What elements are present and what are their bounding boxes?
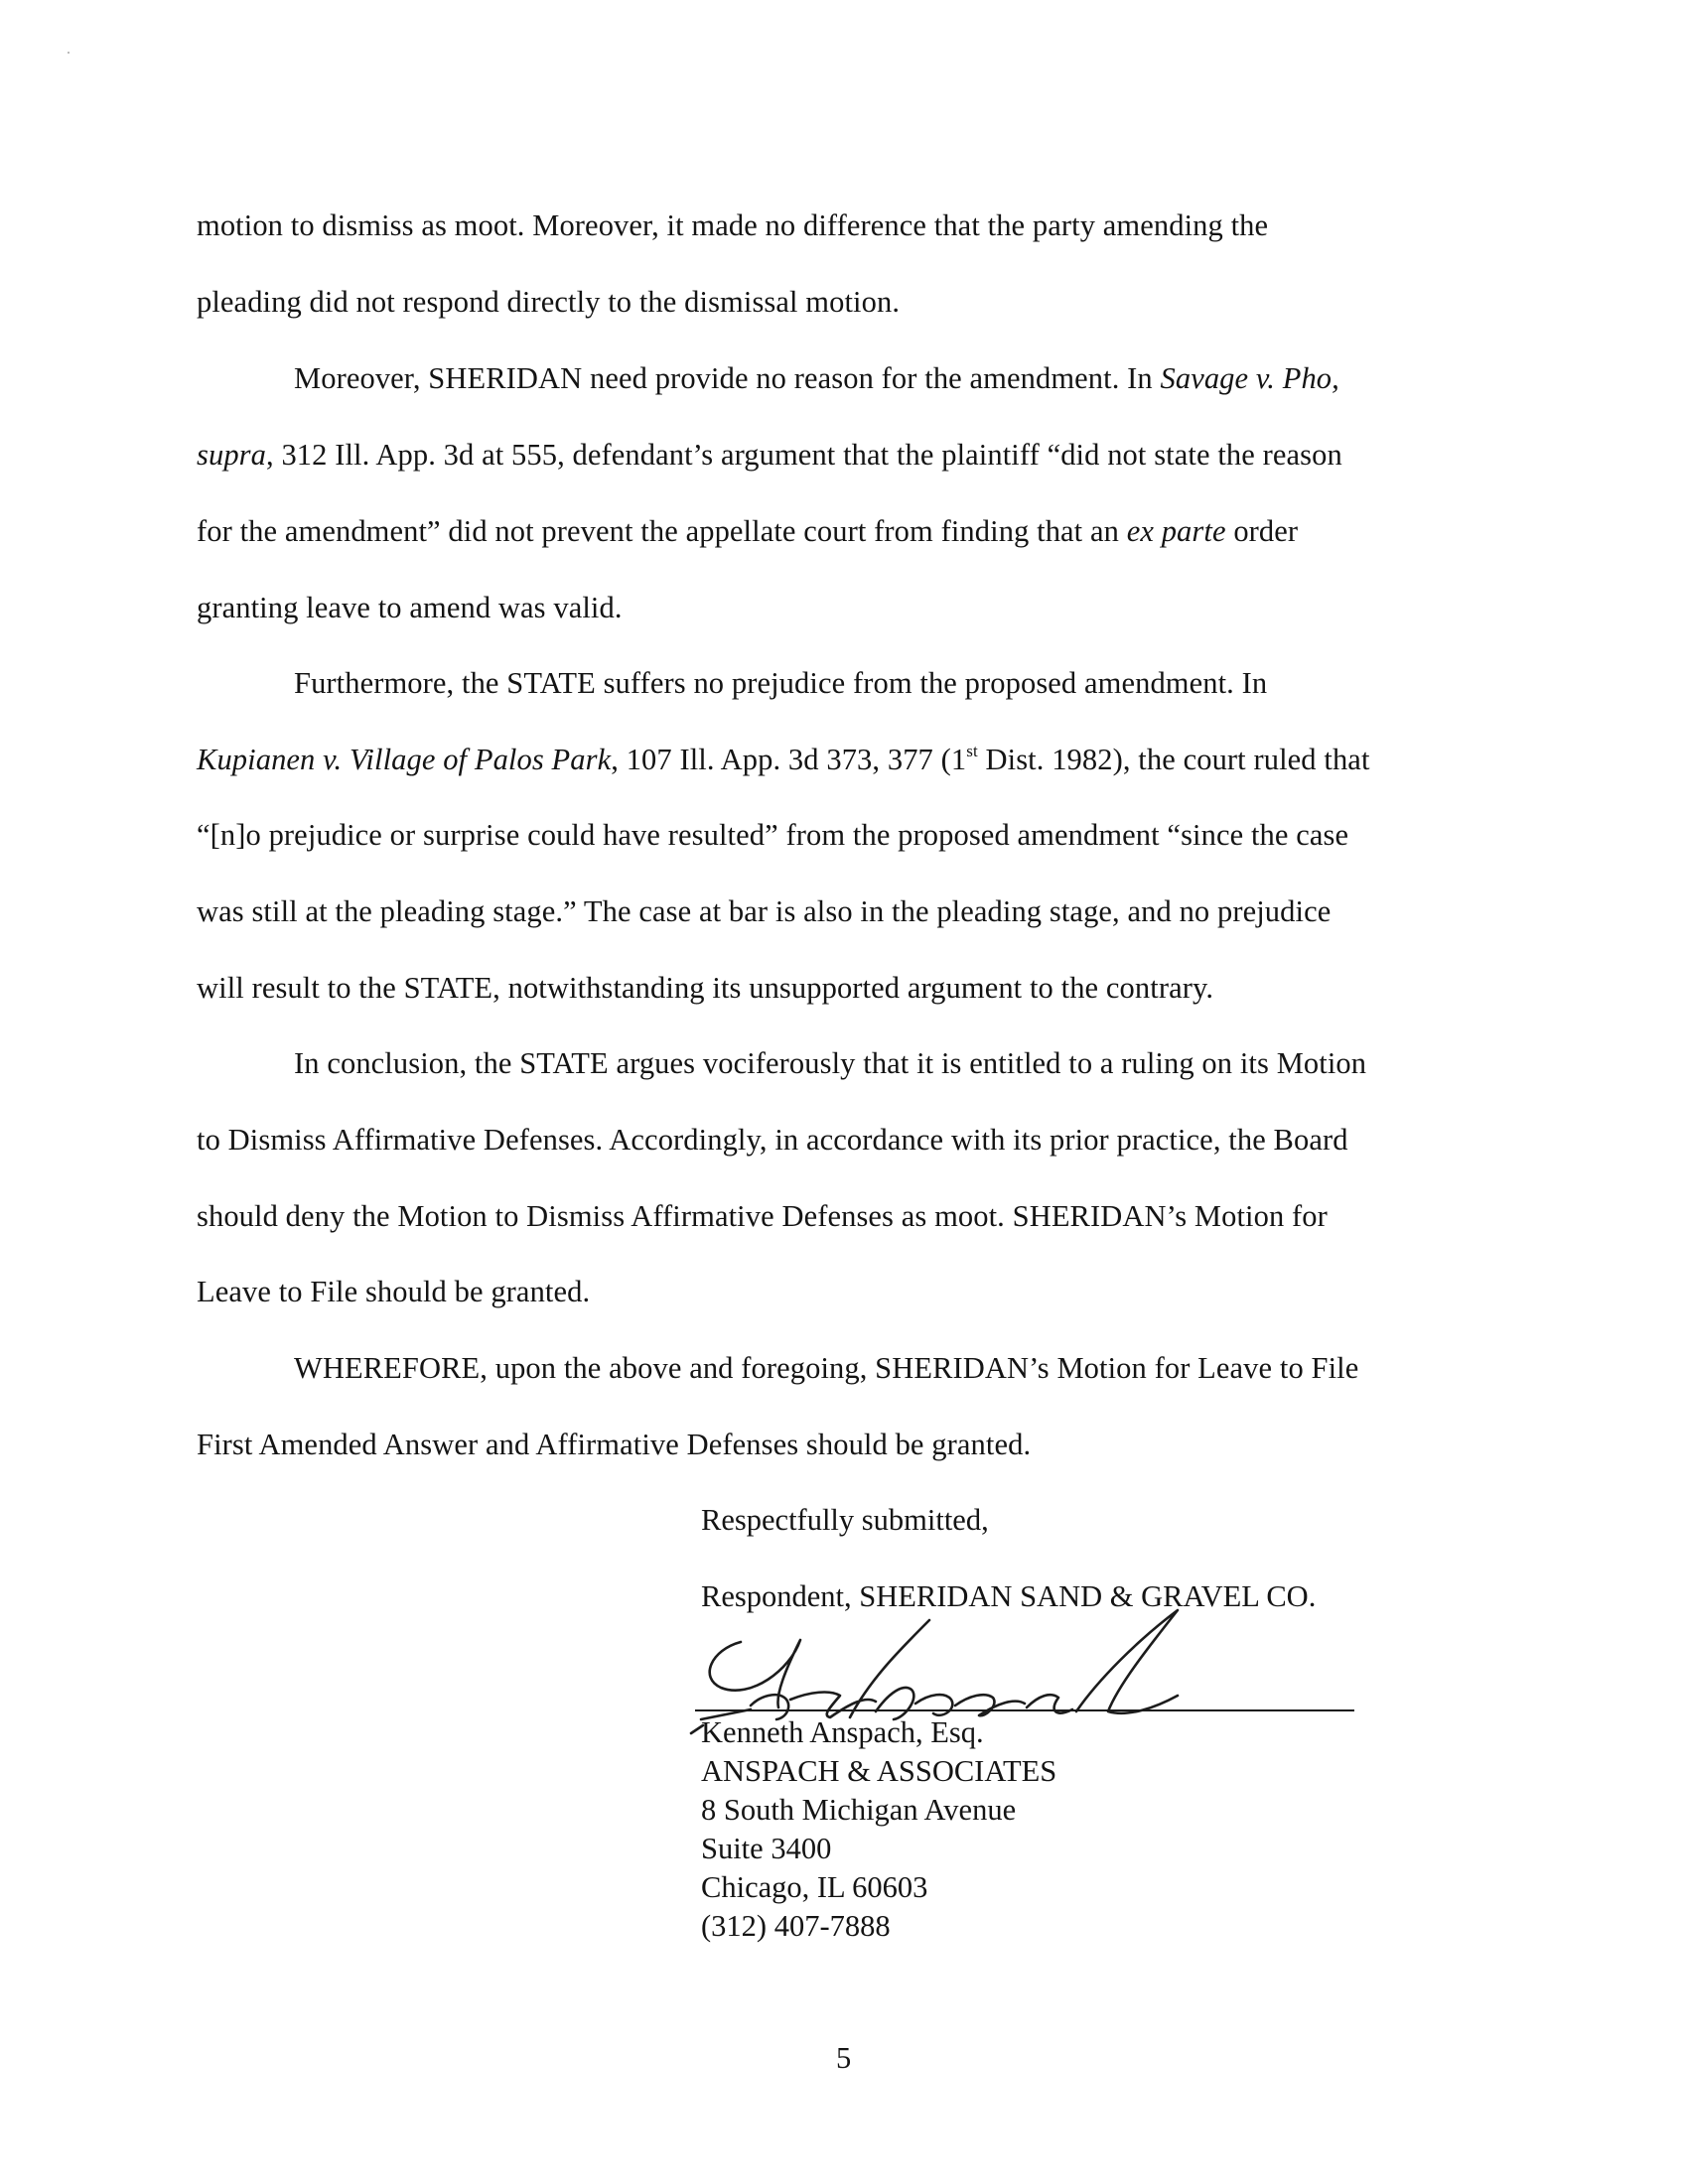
case-citation: Kupianen v. Village of Palos Park xyxy=(197,743,612,776)
closing-salutation: Respectfully submitted, xyxy=(701,1503,989,1537)
case-citation: Savage v. Pho, xyxy=(1160,361,1339,395)
text-run: order xyxy=(1225,514,1299,548)
body-line-17: First Amended Answer and Affirmative Defenses should be granted. xyxy=(197,1428,1032,1461)
body-line-14: should deny the Motion to Dismiss Affirmative Defenses as moot. SHERIDAN’s Motion for xyxy=(197,1199,1328,1233)
body-line-6: granting leave to amend was valid. xyxy=(197,591,623,624)
ordinal-superscript: st xyxy=(966,742,978,760)
phone-number: (312) 407-7888 xyxy=(701,1909,891,1943)
address-suite: Suite 3400 xyxy=(701,1832,832,1865)
body-line-8 xyxy=(197,742,1370,776)
body-line-12: In conclusion, the STATE argues vociferously that it is entitled to a ruling on its Motion xyxy=(294,1046,1367,1080)
address-city: Chicago, IL 60603 xyxy=(701,1870,928,1904)
body-line-11: will result to the STATE, notwithstanding its unsupported argument to the contrary. xyxy=(197,971,1214,1005)
respondent-name: Respondent, SHERIDAN SAND & GRAVEL CO. xyxy=(701,1579,1317,1613)
body-line-9: “[n]o prejudice or surprise could have resulted” from the proposed amendment “since the case xyxy=(197,818,1349,852)
firm-name: ANSPACH & ASSOCIATES xyxy=(701,1754,1057,1788)
body-line-5 xyxy=(197,516,1298,547)
text-run: for the amendment” did not prevent the appellate court from finding that an xyxy=(197,514,1127,548)
page-number: 5 xyxy=(836,2041,852,2075)
text-run: Dist. 1982), the court ruled that xyxy=(977,743,1370,776)
address-street: 8 South Michigan Avenue xyxy=(701,1793,1017,1827)
body-line-2: pleading did not respond directly to the dismissal motion. xyxy=(197,285,901,319)
body-line-15: Leave to File should be granted. xyxy=(197,1275,591,1308)
body-line-4 xyxy=(197,440,1342,471)
text-run: Moreover, SHERIDAN need provide no reason for the amendment. In xyxy=(294,361,1161,395)
signature-line xyxy=(695,1709,1354,1711)
body-line-10: was still at the pleading stage.” The case at bar is also in the pleading stage, and no prejudice xyxy=(197,894,1332,928)
latin-term: ex parte xyxy=(1126,514,1226,548)
body-line-16: WHEREFORE, upon the above and foregoing, SHERIDAN’s Motion for Leave to File xyxy=(294,1351,1359,1385)
body-line-1: motion to dismiss as moot. Moreover, it made no difference that the party amending the xyxy=(197,208,1269,242)
body-line-13: to Dismiss Affirmative Defenses. Accordingly, in accordance with its prior practice, the Board xyxy=(197,1123,1348,1157)
text-run: , 312 Ill. App. 3d at 555, defendant’s argument that the plaintiff “did not state the reason xyxy=(266,438,1342,472)
signer-name: Kenneth Anspach, Esq. xyxy=(701,1715,984,1749)
body-line-3 xyxy=(294,363,1339,394)
body-line-7: Furthermore, the STATE suffers no prejudice from the proposed amendment. In xyxy=(294,666,1268,700)
text-run: , 107 Ill. App. 3d 373, 377 (1 xyxy=(611,743,967,776)
scan-speck xyxy=(68,52,70,54)
citation-signal: supra xyxy=(197,438,266,472)
